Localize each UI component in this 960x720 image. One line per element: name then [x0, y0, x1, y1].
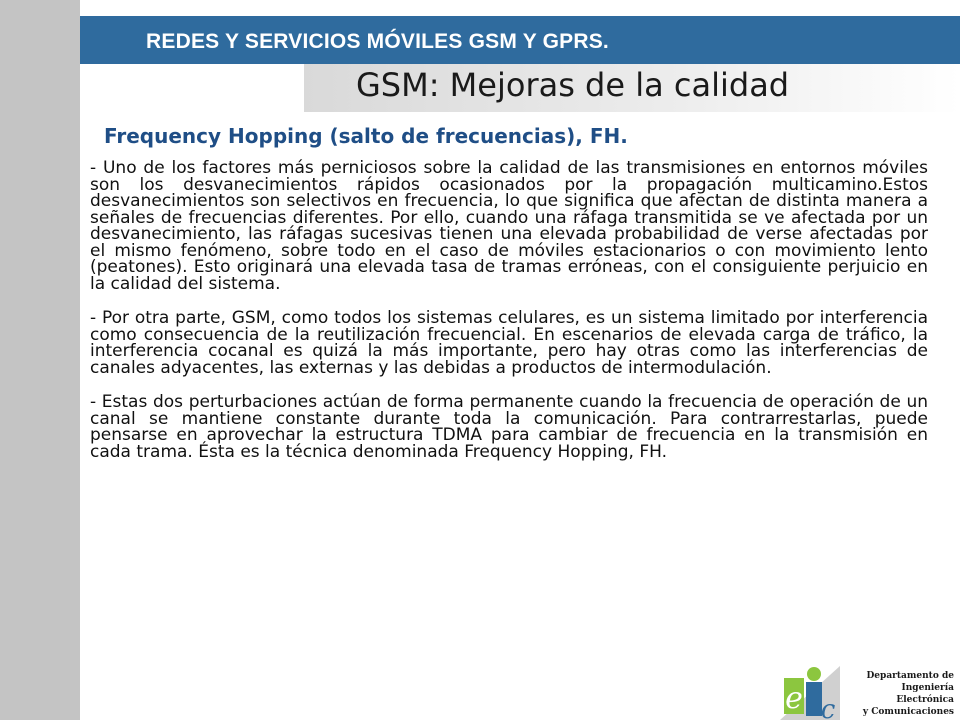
paragraph-fading: - Uno de los factores más perniciosos sobre la calidad de las transmisiones en entornos móviles son los desvanecimientos rápidos ocasionados por la propagación multicamino.Estos desvanecimientos son selectivos en frecuencia, lo que significa que afectan de distinta manera a señales de frecuencias diferentes. Por ello, cuando una ráfaga transmitida se ve afectada por un desvanecimiento, las ráfagas sucesivas tienen una elevada probabilidad de verse afectadas por el mismo fenómeno, sobre todo en el caso de móviles estacionarios o con movimiento lento (peatones). Esto originará una elevada tasa de tramas erróneas, con el consiguiente perjuicio en la calidad del sistema.: [90, 158, 928, 294]
left-sidebar-bar: [0, 0, 80, 720]
course-title: REDES Y SERVICIOS MÓVILES GSM Y GPRS.: [146, 30, 609, 53]
content-body: [90, 160, 928, 478]
paragraph-interference: - Por otra parte, GSM, como todos los sistemas celulares, es un sistema limitado por interferencia como consecuencia de la reutilización frecuencial. En escenarios de elevada carga de tráfico, la interferencia cocanal es quizá la más importante, pero hay otras como las interferencias de canales adyacentes, las externas y las debidas a productos de intermodulación.: [90, 308, 928, 378]
paragraph-frequency-hopping: - Estas dos perturbaciones actúan de forma permanente cuando la frecuencia de operación de un canal se mantiene constante durante toda la comunicación. Para contrarrestarlas, puede pensarse en aprovechar la estructura TDMA para cambiar de frecuencia en la transmisión en cada trama. Ésta es la técnica denominada Frequency Hopping, FH.: [90, 392, 928, 462]
logo-e-letter: e: [785, 681, 803, 716]
section-subtitle: Frequency Hopping (salto de frecuencias), FH.: [104, 124, 628, 148]
slide-title: GSM: Mejoras de la calidad: [356, 66, 790, 104]
logo-i-dot: [807, 667, 821, 681]
logo-c-letter: c: [820, 695, 836, 720]
department-line-2: Ingeniería Electrónica: [896, 683, 954, 705]
logo-i-block: [806, 682, 822, 716]
department-name: [842, 670, 954, 718]
department-line-1: Departamento de: [866, 671, 954, 681]
department-line-3: y Comunicaciones: [862, 707, 954, 717]
